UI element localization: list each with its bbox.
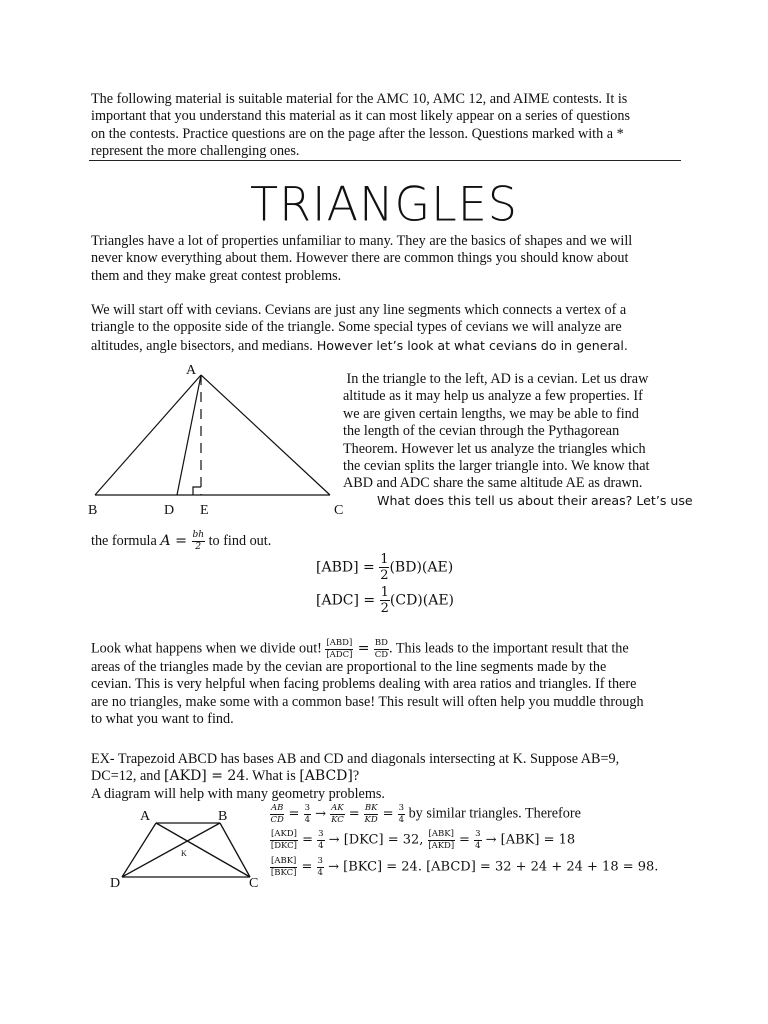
- fraction-numerator: [ABD]: [326, 638, 353, 648]
- paragraph-line: triangle to the opposite side of the triangle. Some special types of cevians we will analyze are: [91, 319, 622, 336]
- fraction-denominator: KD: [364, 814, 378, 825]
- section-divider: [89, 160, 681, 161]
- area-formula-line: [91, 531, 271, 552]
- ratio-paragraph: [91, 639, 691, 729]
- vertex-label-e: E: [200, 503, 209, 518]
- equation-lhs: [ADC] =: [316, 592, 380, 609]
- ratio-fraction: [364, 804, 379, 824]
- paragraph-text: Look what happens when we divide out!: [91, 640, 326, 657]
- paragraph-line: [91, 639, 691, 659]
- paragraph-line: areas of the triangles made by the cevian are proportional to the line segments made by the: [91, 659, 607, 675]
- math-text: =: [297, 859, 317, 875]
- fraction-numerator: [ABK]: [428, 829, 454, 839]
- fraction-denominator: [ADC]: [326, 649, 353, 660]
- ratio-fraction: [317, 830, 324, 850]
- fraction-numerator: 3: [398, 803, 405, 813]
- fraction-denominator: 2: [380, 601, 389, 616]
- paragraph-text: ?: [352, 768, 360, 785]
- trapezoid-diagram: [110, 815, 270, 890]
- paragraph-line: them and they make great contest problems.: [91, 267, 342, 284]
- equation-fraction: [380, 586, 390, 615]
- fraction-denominator: KC: [331, 814, 344, 825]
- vertex-label-b: B: [218, 809, 228, 824]
- paragraph-line: Triangles have a lot of properties unfamiliar to many. They are the basics of shapes and we will: [91, 233, 633, 249]
- paragraph-line: cevian. This is very helpful when facing problems dealing with area ratios and triangles. If there: [91, 676, 637, 693]
- equation-lhs: [ABD] =: [316, 559, 380, 576]
- intro-line: important that you understand this material as it can most likely appear on a series of questions: [91, 108, 630, 125]
- cevians-paragraph: [91, 302, 691, 355]
- math-text: =: [454, 832, 475, 848]
- side-ac: [201, 375, 330, 495]
- paragraph-text: to find out.: [205, 532, 272, 549]
- math-text: → [BKC] = 24. [ABCD] = 32 + 24 + 24 + 18 = 98.: [323, 859, 659, 875]
- ratio-fraction: [374, 639, 389, 659]
- paragraph-text: the formula: [91, 532, 161, 549]
- paragraph-line: In the triangle to the left, AD is a cevian. Let us draw: [343, 371, 649, 387]
- fraction-denominator: 2: [195, 542, 202, 552]
- fraction-numerator: 3: [475, 829, 481, 839]
- paragraph-line: we are given certain lengths, we may be able to find: [343, 405, 639, 422]
- vertex-label-a: A: [186, 363, 197, 378]
- ratio-fraction: [428, 830, 455, 850]
- paragraph-line: What does this tell us about their areas? Let’s use: [377, 493, 693, 508]
- paragraph-line: A diagram will help with many geometry problems.: [91, 785, 385, 802]
- paragraph-line: ABD and ADC share the same altitude AE as drawn.: [343, 475, 643, 492]
- fraction-denominator: 4: [318, 840, 324, 851]
- equation-abd: [316, 553, 453, 582]
- math-expression: [ABCD]: [299, 768, 353, 785]
- cevian-explanation: [343, 371, 673, 493]
- intro-line: on the contests. Practice questions are on the page after the lesson. Questions marked with a *: [91, 125, 624, 142]
- vertex-label-c: C: [249, 876, 259, 891]
- ratio-fraction: [304, 804, 311, 824]
- fraction-numerator: AB: [271, 803, 284, 813]
- fraction-numerator: 3: [304, 803, 310, 813]
- paragraph-line: to what you want to find.: [91, 711, 234, 728]
- paragraph-line: We will start off with cevians. Cevians are just any line segments which connects a vertex of a: [91, 302, 627, 318]
- paragraph-line: are no triangles, make some with a common base! This result will often help you muddle through: [91, 693, 644, 710]
- side-ab: [95, 375, 201, 495]
- equation-fraction: [379, 553, 389, 582]
- fraction-numerator: BD: [374, 638, 388, 648]
- intro-paragraph: [91, 91, 691, 161]
- paragraph-text: altitudes, angle bisectors, and medians.: [91, 337, 313, 354]
- fraction-numerator: BK: [364, 803, 378, 813]
- example-paragraph: [91, 751, 691, 803]
- fraction-denominator: 4: [475, 840, 481, 851]
- fraction-numerator: [ABK]: [271, 856, 297, 866]
- equation-rhs: (BD)(AE): [389, 559, 454, 576]
- ratio-fraction: [270, 804, 284, 824]
- fraction-numerator: bh: [192, 530, 205, 540]
- math-text: =: [297, 832, 318, 848]
- vertex-label-d: D: [164, 503, 175, 518]
- fraction-numerator: 3: [317, 856, 323, 866]
- fraction-denominator: [AKD]: [428, 840, 455, 851]
- ratio-fraction: [270, 857, 297, 877]
- paragraph-text: . This leads to the important result that the: [388, 640, 629, 657]
- math-expression: [AKD] = 24: [164, 768, 246, 785]
- cevian-triangle-diagram: [80, 360, 350, 520]
- formula-fraction: [192, 531, 206, 552]
- paragraph-line: the length of the cevian through the Pythagorean: [343, 423, 620, 440]
- math-text: →: [310, 806, 331, 822]
- triangles-paragraph: [91, 233, 691, 285]
- equals-sign: =: [353, 640, 374, 657]
- paragraph-line: Theorem. However let us analyze the triangles which: [343, 440, 646, 457]
- vertex-label-b: B: [88, 503, 98, 518]
- paragraph-line: [91, 768, 691, 785]
- ratio-fraction: [270, 830, 298, 850]
- solution-line-1: [270, 804, 581, 824]
- math-text: → [ABK] = 18: [481, 832, 576, 848]
- page-title: TRIANGLES: [249, 176, 519, 232]
- ratio-fraction: [474, 830, 481, 850]
- paragraph-text: . What is: [245, 768, 300, 785]
- intro-line: represent the more challenging ones.: [91, 143, 300, 160]
- ratio-fraction: [325, 639, 353, 659]
- right-angle-marker: [193, 487, 201, 495]
- ratio-fraction: [398, 804, 405, 824]
- paragraph-line: never know everything about them. However there are common things you should know about: [91, 250, 629, 267]
- cevian-ad: [177, 375, 201, 495]
- paragraph-text: However let’s look at what cevians do in general.: [312, 337, 628, 353]
- math-text: =: [284, 806, 304, 822]
- fraction-denominator: 2: [380, 568, 389, 583]
- fraction-numerator: 1: [380, 552, 389, 567]
- equation-rhs: (CD)(AE): [389, 592, 455, 609]
- paragraph-line: the cevian splits the larger triangle into. We know that: [343, 458, 650, 475]
- vertex-label-d: D: [110, 876, 121, 891]
- fraction-denominator: 4: [304, 814, 310, 825]
- math-text: =: [344, 806, 364, 822]
- leg-ad: [122, 823, 156, 877]
- vertex-label-a: A: [140, 809, 151, 824]
- fraction-numerator: AK: [331, 803, 344, 813]
- math-text: =: [378, 806, 398, 822]
- paragraph-line: [91, 337, 691, 355]
- intersection-label-k: K: [181, 849, 187, 858]
- equation-adc: [316, 586, 454, 615]
- solution-line-2: [270, 830, 575, 850]
- fraction-denominator: [BKC]: [270, 867, 297, 878]
- paragraph-line: altitude as it may help us analyze a few properties. If: [343, 388, 643, 405]
- fraction-denominator: CD: [374, 649, 389, 660]
- ratio-fraction: [330, 804, 345, 824]
- paragraph-text: DC=12, and: [91, 768, 165, 785]
- formula-lhs: A =: [160, 532, 192, 549]
- paragraph-text: by similar triangles. Therefore: [405, 805, 581, 822]
- fraction-numerator: 3: [318, 829, 324, 839]
- intro-line: The following material is suitable material for the AMC 10, AMC 12, and AIME contests. It is: [91, 91, 628, 107]
- vertex-label-c: C: [334, 503, 344, 518]
- fraction-denominator: 4: [398, 814, 405, 825]
- fraction-numerator: 1: [380, 585, 389, 600]
- solution-line-3: [270, 857, 658, 877]
- ratio-fraction: [317, 857, 324, 877]
- fraction-denominator: CD: [270, 814, 284, 825]
- math-text: → [DKC] = 32,: [324, 832, 428, 848]
- paragraph-line: EX- Trapezoid ABCD has bases AB and CD and diagonals intersecting at K. Suppose AB=9,: [91, 751, 620, 767]
- fraction-numerator: [AKD]: [271, 829, 297, 839]
- fraction-denominator: [DKC]: [270, 840, 297, 851]
- fraction-denominator: 4: [317, 867, 323, 878]
